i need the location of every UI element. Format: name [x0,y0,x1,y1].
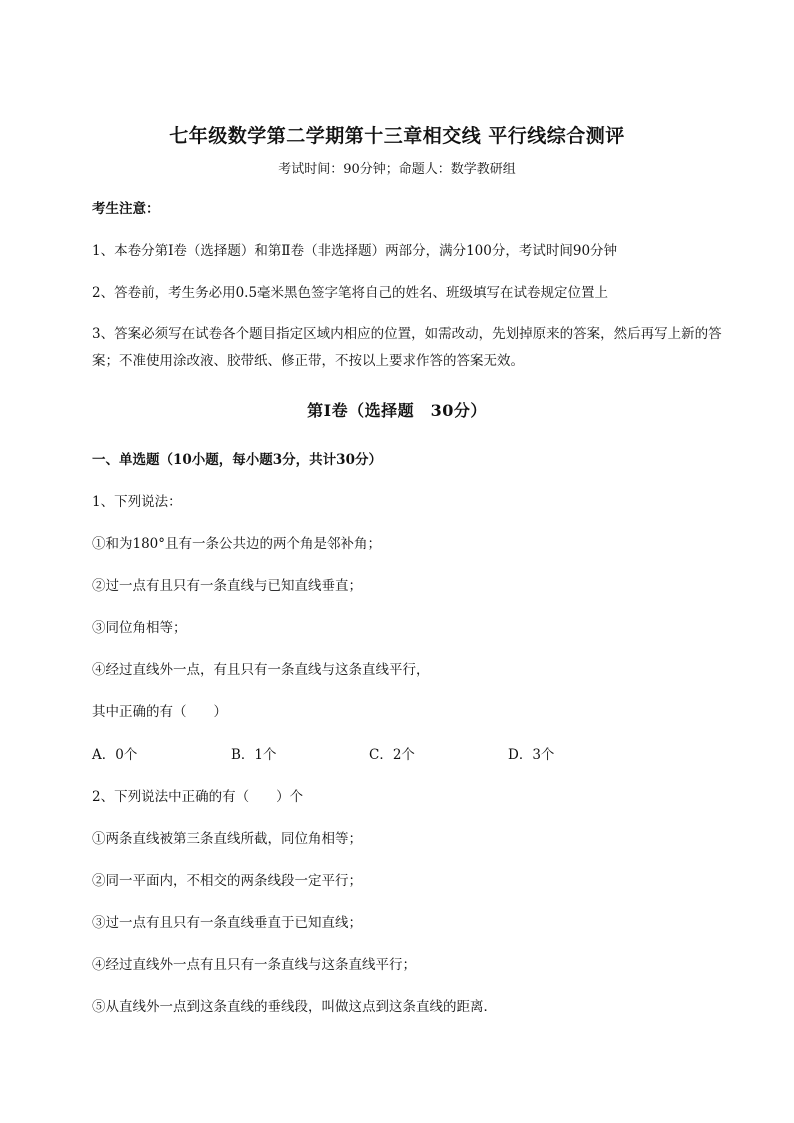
option-a[interactable]: A．0个 [92,747,138,763]
question-1-statement-1: ①和为180°且有一条公共边的两个角是邻补角； [92,536,382,552]
exam-subtitle: 考试时间：90分钟；命题人：数学教研组 [278,162,516,177]
question-2-statement-4: ④经过直线外一点有且只有一条直线与这条直线平行； [92,957,416,973]
question-2-statement-3: ③过一点有且只有一条直线垂直于已知直线； [92,915,362,931]
question-1-statement-4: ④经过直线外一点，有且只有一条直线与这条直线平行， [92,662,430,678]
option-d[interactable]: D．3个 [508,747,555,763]
option-c[interactable]: C．2个 [369,747,415,763]
part1-title: 第Ⅰ卷（选择题 30分） [307,401,487,420]
option-b[interactable]: B．1个 [231,747,277,763]
question-2-stem: 2、下列说法中正确的有（ ）个 [92,789,304,805]
question-2-statement-1: ①两条直线被第三条直线所截，同位角相等； [92,831,362,847]
question-2-statement-2: ②同一平面内，不相交的两条线段一定平行； [92,873,362,889]
question-1-statement-3: ③同位角相等； [92,620,187,636]
exam-title: 七年级数学第二学期第十三章相交线 平行线综合测评 [169,125,625,147]
section-heading: 一、单选题（10小题，每小题3分，共计30分） [92,452,382,468]
notice-item-1: 1、本卷分第Ⅰ卷（选择题）和第Ⅱ卷（非选择题）两部分，满分100分，考试时间90分钟 [92,243,618,259]
question-1-statement-2: ②过一点有且只有一条直线与已知直线垂直； [92,578,362,594]
notice-heading: 考生注意： [92,201,160,217]
question-1-ask: 其中正确的有（ ） [92,704,227,720]
notice-item-2: 2、答卷前，考生务必用0.5毫米黑色签字笔将自己的姓名、班级填写在试卷规定位置上 [92,285,609,301]
question-1-stem: 1、下列说法： [92,494,182,510]
question-1-options [92,742,742,768]
question-2-statement-5: ⑤从直线外一点到这条直线的垂线段，叫做这点到这条直线的距离． [92,999,497,1015]
notice-item-3: 3、答案必须写在试卷各个题目指定区域内相应的位置，如需改动，先划掉原来的答案，然后再写上新的答案；不准使用涂改液、胶带纸、修正带，不按以上要求作答的答案无效。 [92,326,722,369]
